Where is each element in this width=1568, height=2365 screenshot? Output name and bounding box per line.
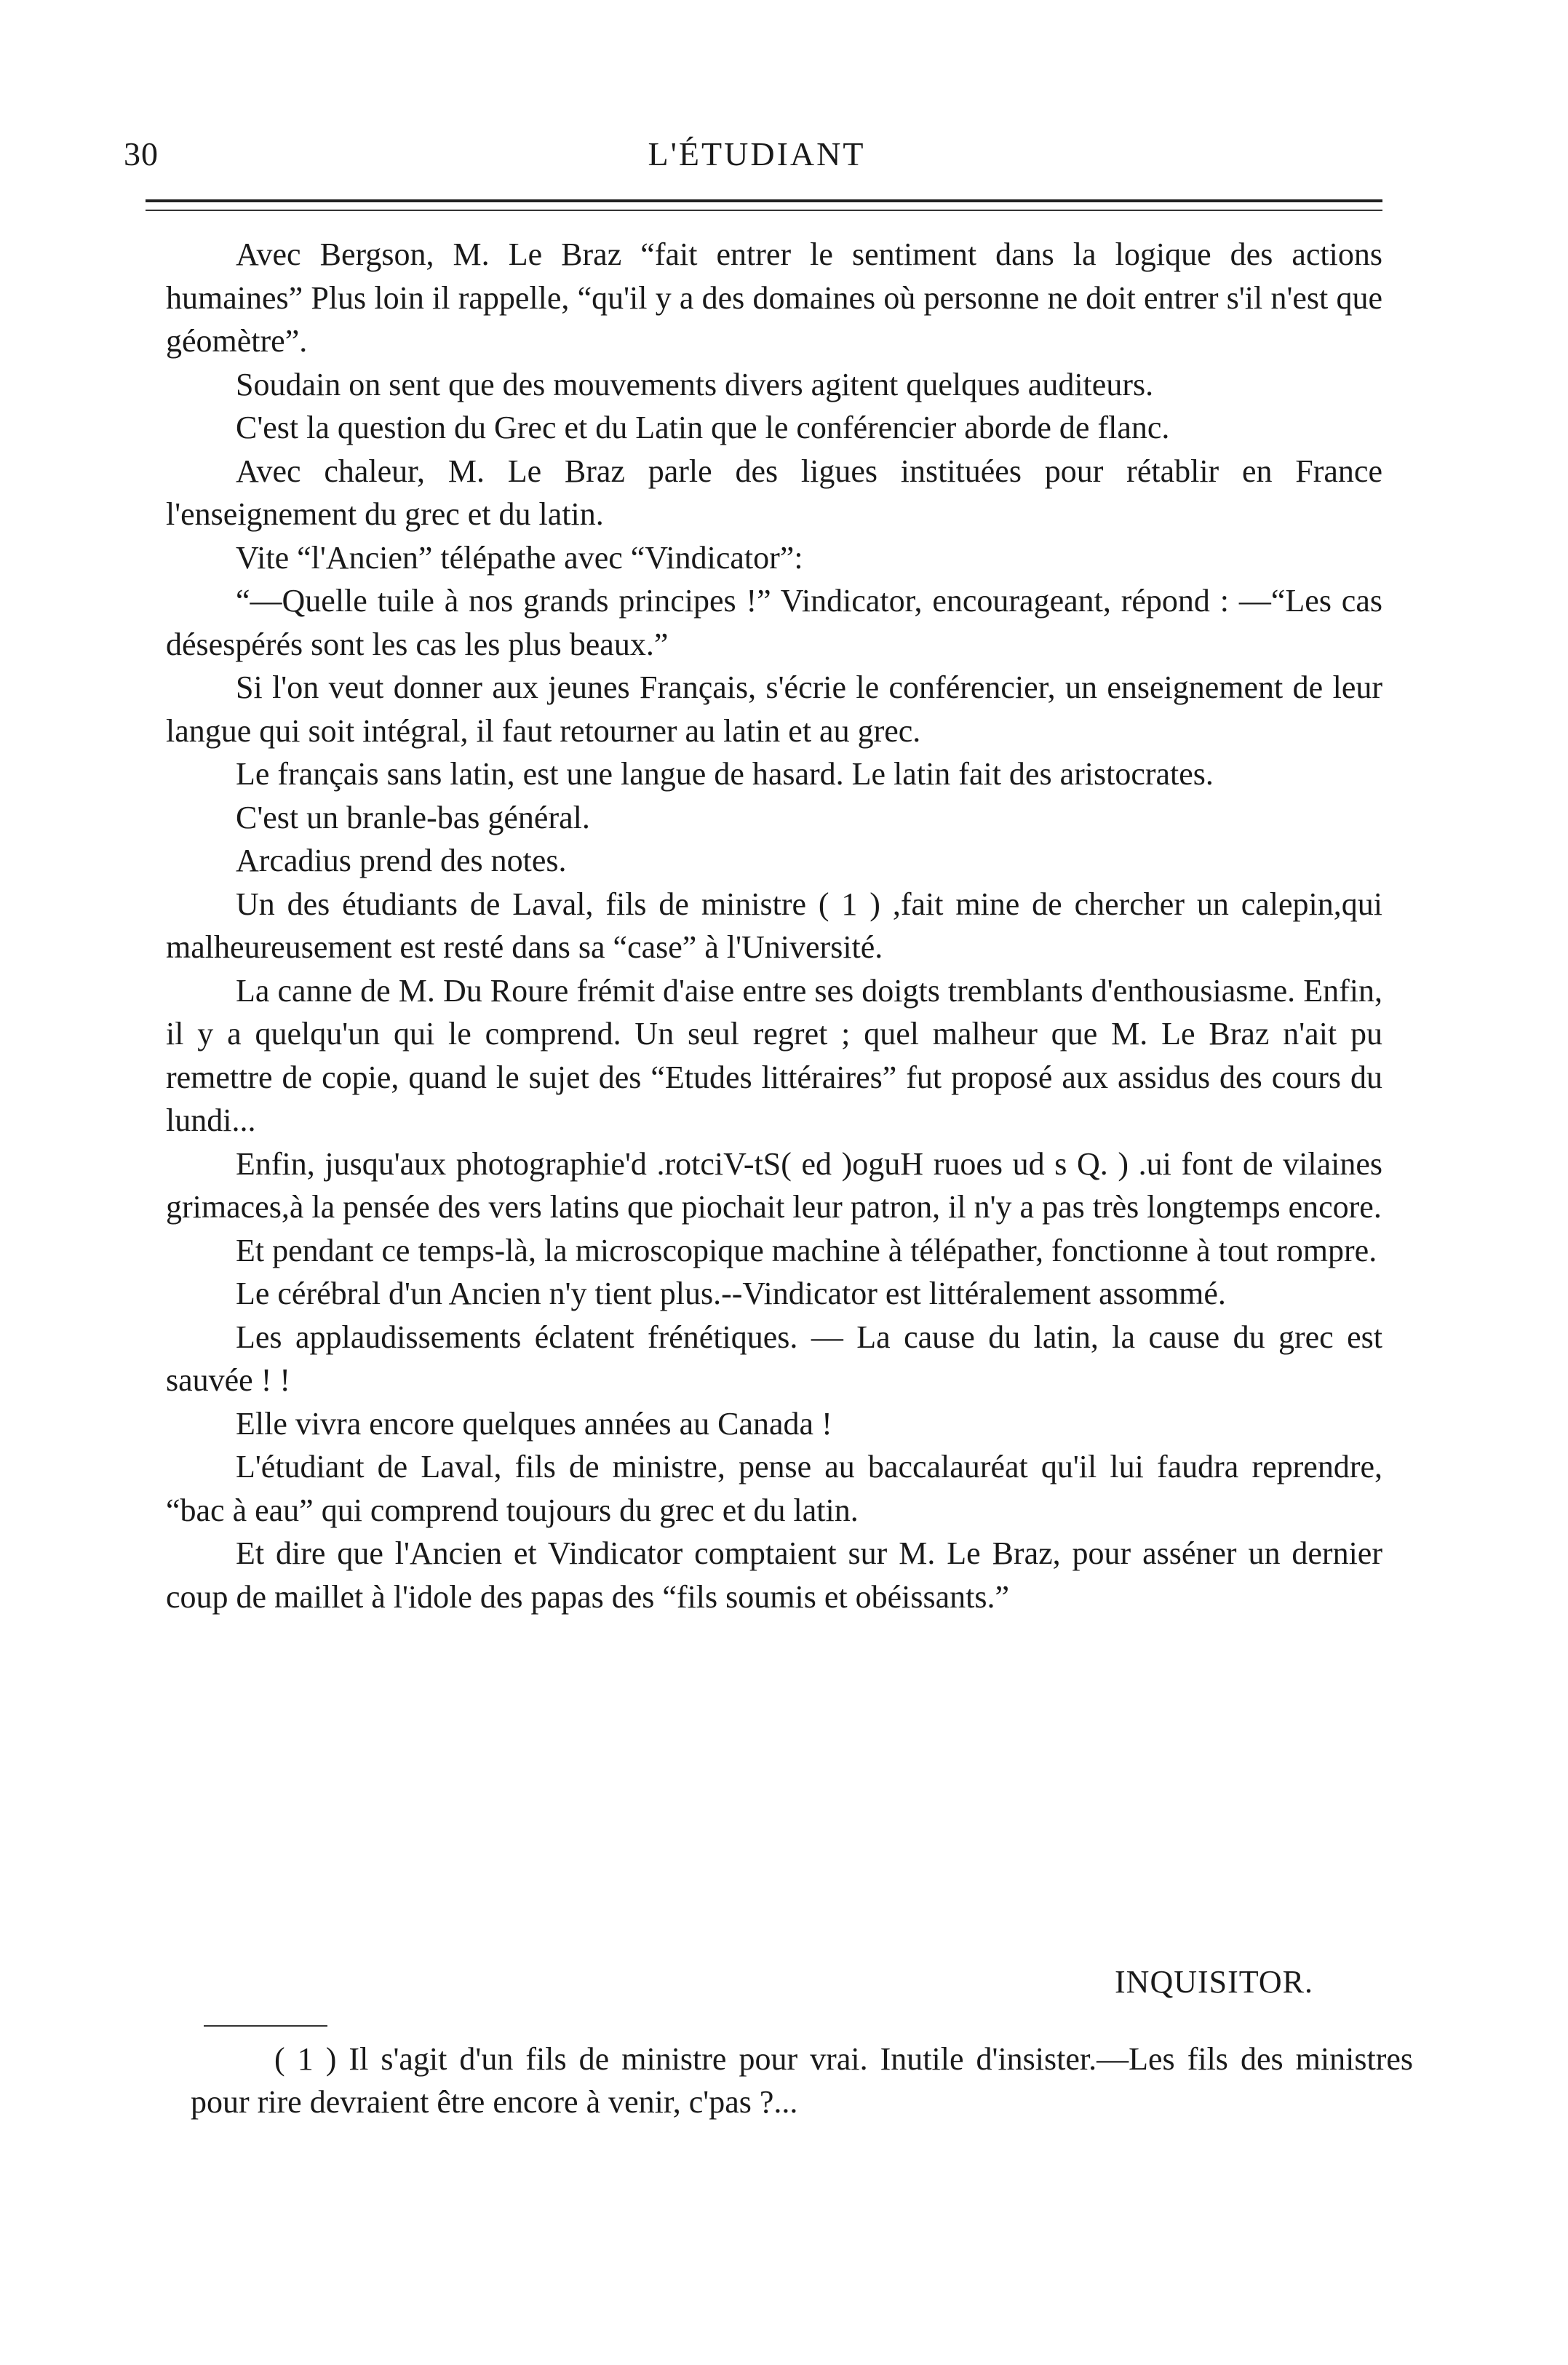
paragraph: Les applaudissements éclatent frénétiques. — La cause du latin, la cause du grec est sauvée ! ! bbox=[166, 1319, 1382, 1398]
paragraph: Le cérébral d'un Ancien n'y tient plus.--Vindicator est littéralement assommé. bbox=[236, 1276, 1226, 1311]
paragraph: Avec chaleur, M. Le Braz parle des ligues instituées pour rétablir en France l'enseignement du grec et du latin. bbox=[166, 453, 1382, 532]
page-header bbox=[124, 135, 1390, 186]
paragraph: Et dire que l'Ancien et Vindicator comptaient sur M. Le Braz, pour asséner un dernier coup de maillet à l'idole des papas des “fils soumis et obéissants.” bbox=[166, 1535, 1382, 1615]
paragraph: Arcadius prend des notes. bbox=[236, 843, 567, 878]
paragraph: Un des étudiants de Laval, fils de ministre ( 1 ) ,fait mine de chercher un calepin,qui malheureusement est resté dans sa “case” à l'Université. bbox=[166, 886, 1382, 965]
footnote-text: ( 1 ) Il s'agit d'un fils de ministre pour vrai. Inutile d'insister.—Les fils des ministres pour rire devraient être encore à venir, c'pas ?... bbox=[191, 2041, 1413, 2120]
paragraph: Elle vivra encore quelques années au Canada ! bbox=[236, 1405, 832, 1442]
paragraph: L'étudiant de Laval, fils de ministre, pense au baccalauréat qu'il lui faudra reprendre, “bac à eau” qui comprend toujours du grec et du latin. bbox=[166, 1449, 1382, 1528]
header-rule-thin bbox=[146, 210, 1382, 211]
paragraph: Et pendant ce temps-là, la microscopique machine à télépather, fonctionne à tout rompre. bbox=[236, 1232, 1377, 1268]
paragraph: Le français sans latin, est une langue de hasard. Le latin fait des aristocrates. bbox=[236, 756, 1214, 792]
page-number: 30 bbox=[124, 135, 159, 172]
paragraph: Enfin, jusqu'aux photographie'd .rotciV-tS( ed )oguH ruoes ud s Q. ) .ui font de vilaines grimaces,à la pensée des vers latins que piochait leur patron, il n'y a pas très longtemps encore. bbox=[166, 1145, 1382, 1225]
header-rule-thick bbox=[146, 199, 1382, 202]
article-body bbox=[166, 233, 1382, 1618]
paragraph: Soudain on sent que des mouvements divers agitent quelques auditeurs. bbox=[236, 366, 1154, 402]
paragraph: C'est la question du Grec et du Latin que le conférencier aborde de flanc. bbox=[236, 410, 1170, 445]
paragraph: “—Quelle tuile à nos grands principes !” Vindicator, encourageant, répond : —“Les cas désespérés sont les cas les plus beaux.” bbox=[166, 583, 1382, 662]
running-title: L'ÉTUDIANT bbox=[648, 135, 866, 172]
paragraph: Si l'on veut donner aux jeunes Français, s'écrie le conférencier, un enseignement de leur langue qui soit intégral, il faut retourner au latin et au grec. bbox=[166, 669, 1382, 749]
author-signature: INQUISITOR. bbox=[1115, 1964, 1313, 2000]
paragraph: Avec Bergson, M. Le Braz “fait entrer le sentiment dans la logique des actions humaines” Plus loin il rappelle, “qu'il y a des domaines où personne ne doit entrer s'il n'est que géomètre”. bbox=[166, 236, 1382, 359]
paragraph: Vite “l'Ancien” télépathe avec “Vindicator”: bbox=[236, 539, 803, 576]
paragraph: C'est un branle-bas général. bbox=[236, 799, 590, 835]
footnote bbox=[191, 2038, 1413, 2123]
footnote-rule bbox=[204, 2025, 327, 2027]
paragraph: La canne de M. Du Roure frémit d'aise entre ses doigts tremblants d'enthousiasme. Enfin, il y a quelqu'un qui le comprend. Un seul regret ; quel malheur que M. Le Braz n'ait pu remettre de copie, quand le sujet des “Etudes littéraires” fut proposé aux assidus des cours du lundi... bbox=[166, 972, 1382, 1138]
